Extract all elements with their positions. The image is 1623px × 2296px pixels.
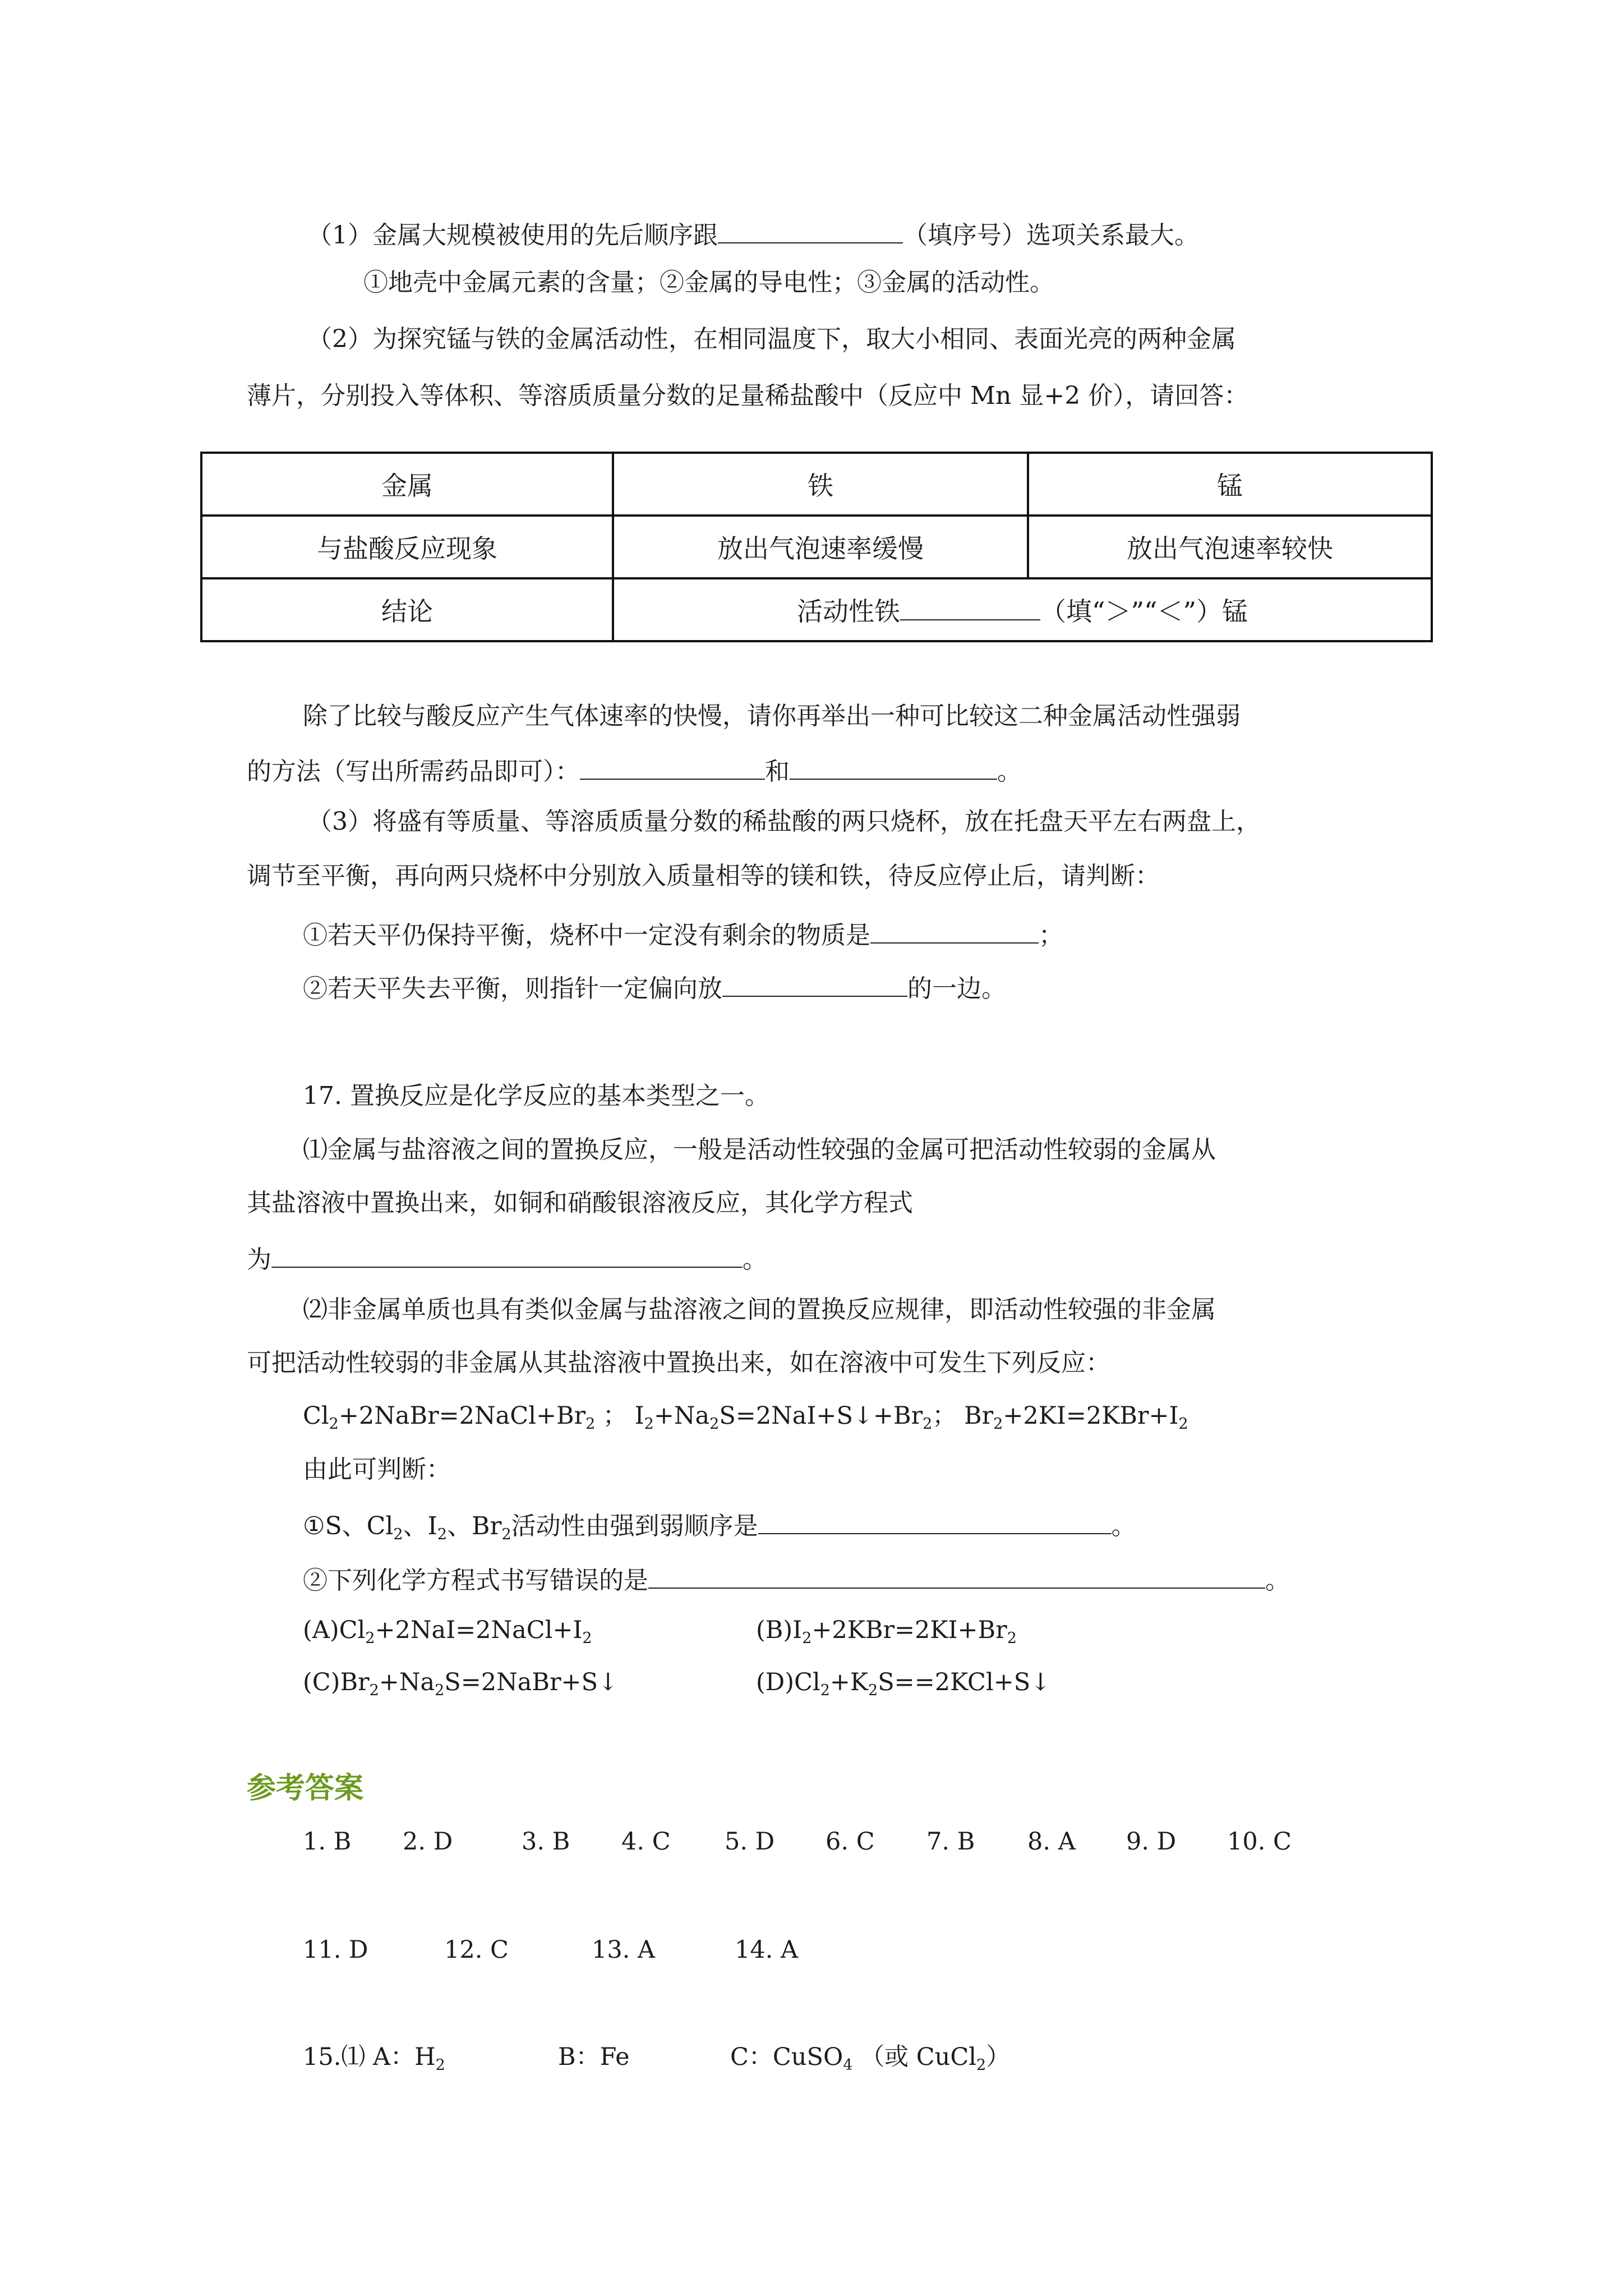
table-row [201, 453, 1432, 516]
answer-item: 4. C [621, 1828, 671, 1856]
option-c: $(C)Br_2+Na_2S=2NaBr+S↓$ [303, 1668, 619, 1699]
answers-title: 参考答案 [247, 1771, 364, 1805]
equation-blank[interactable] [271, 1244, 743, 1268]
answer-item: 12. C [444, 1936, 509, 1964]
q16-part2-line2: 薄片，分别投入等体积、等溶质质量分数的足量稀盐酸中（反应中 Mn 显+2 价），请回答： [247, 381, 1249, 410]
conclusion-blank[interactable] [900, 597, 1040, 620]
option-b: $(B)I_2+2KBr=2KI+Br_2$ [756, 1616, 1017, 1647]
answer-item: 1. B [303, 1828, 352, 1856]
table-cell: 锰 [1028, 453, 1432, 516]
answer-item: 7. B [926, 1828, 975, 1856]
q17-wrong-equation: ②下列化学方程式书写错误的是 。 [303, 1566, 1290, 1595]
answer-item: 10. C [1227, 1828, 1292, 1856]
table-cell: 与盐酸反应现象 [201, 516, 613, 578]
q16-method-line1: 除了比较与酸反应产生气体速率的快慢，请你再举出一种可比较这二种金属活动性强弱 [303, 702, 1241, 730]
option-a: $(A)Cl_2+2NaI=2NaCl+I_2$ [303, 1616, 592, 1647]
table-cell: 放出气泡速率较快 [1028, 516, 1432, 578]
q16-method-line2: 的方法（写出所需药品即可）： 和 。 [247, 757, 1022, 786]
answer-item: 6. C [826, 1828, 875, 1856]
answer-item: 13. A [592, 1936, 656, 1964]
q17-judge: 由此可判断： [303, 1455, 451, 1484]
answer-item: 3. B [522, 1828, 570, 1856]
reaction-equations: $Cl_2+2NaBr=2NaCl+Br_2$ ； $I_2+Na_2S=2NaI+S↓+Br_2$； $Br_2+2KI=2KBr+I_2$ [303, 1402, 1188, 1433]
q16-part1-options: ①地壳中金属元素的含量；②金属的导电性；③金属的活动性。 [363, 268, 1054, 297]
table-cell: 结论 [201, 578, 613, 641]
answer-item: 2. D [403, 1828, 453, 1856]
method-blank-1[interactable] [580, 756, 765, 780]
p3b-blank[interactable] [722, 973, 907, 997]
q16-part3-line1: （3）将盛有等质量、等溶质质量分数的稀盐酸的两只烧杯，放在托盘天平左右两盘上， [307, 807, 1261, 836]
answer-item: 14. A [735, 1936, 799, 1964]
answer-15-c: C：CuSO$_4$ （或 CuCl$_2$） [730, 2043, 1011, 2074]
q16-part3-line2: 调节至平衡，再向两只烧杯中分别放入质量相等的镁和铁，待反应停止后，请判断： [247, 862, 1160, 890]
p3a-blank[interactable] [870, 920, 1039, 944]
q16-part3-a: ①若天平仍保持平衡，烧杯中一定没有剩余的物质是 ； [303, 921, 1063, 950]
q17-part2-line1: ⑵非金属单质也具有类似金属与盐溶液之间的置换反应规律，即活动性较强的非金属 [303, 1295, 1216, 1324]
wrong-equation-blank[interactable] [648, 1565, 1265, 1589]
table-cell: 铁 [613, 453, 1028, 516]
answer-item: 11. D [303, 1936, 368, 1964]
metal-comparison-table [200, 452, 1433, 642]
q16-part3-b: ②若天平失去平衡，则指针一定偏向放 的一边。 [303, 974, 1006, 1003]
q17-order: ①S、$Cl_2$、$I_2$、$Br_2$活动性由强到弱顺序是 。 [303, 1512, 1136, 1543]
answer-15: 15.⑴ A：$H_2$ B：Fe C：CuSO$_4$ （或 CuCl$_2$） [303, 2043, 1011, 2074]
answer-item: 5. D [725, 1828, 775, 1856]
q17-part2-line2: 可把活动性较弱的非金属从其盐溶液中置换出来，如在溶液中可发生下列反应： [247, 1349, 1110, 1377]
answer-item: 9. D [1126, 1828, 1177, 1856]
q16-part2-line1: （2）为探究锰与铁的金属活动性，在相同温度下，取大小相同、表面光亮的两种金属 [307, 325, 1236, 353]
table-cell: 放出气泡速率缓慢 [613, 516, 1028, 578]
method-blank-2[interactable] [790, 756, 997, 780]
q17-part1-line1: ⑴金属与盐溶液之间的置换反应，一般是活动性较强的金属可把活动性较弱的金属从 [303, 1135, 1216, 1164]
option-d: $(D)Cl_2+K_2S==2KCl+S↓$ [756, 1668, 1051, 1699]
q17-part1-line3: 为 。 [247, 1245, 767, 1274]
order-blank[interactable] [758, 1511, 1112, 1534]
q16-part1-blank[interactable] [718, 220, 903, 243]
table-cell-conclusion: 活动性铁 （填“＞”“＜”）锰 [613, 578, 1432, 641]
table-row [201, 578, 1432, 641]
answer-item: 8. A [1027, 1828, 1076, 1856]
table-cell: 金属 [201, 453, 613, 516]
q16-part1: （1）金属大规模被使用的先后顺序跟 （填序号）选项关系最大。 [307, 221, 1199, 250]
q17-part1-line2: 其盐溶液中置换出来，如铜和硝酸银溶液反应，其化学方程式 [247, 1189, 913, 1217]
table-row [201, 516, 1432, 578]
q17-title: 17. 置换反应是化学反应的基本类型之一。 [303, 1082, 769, 1110]
